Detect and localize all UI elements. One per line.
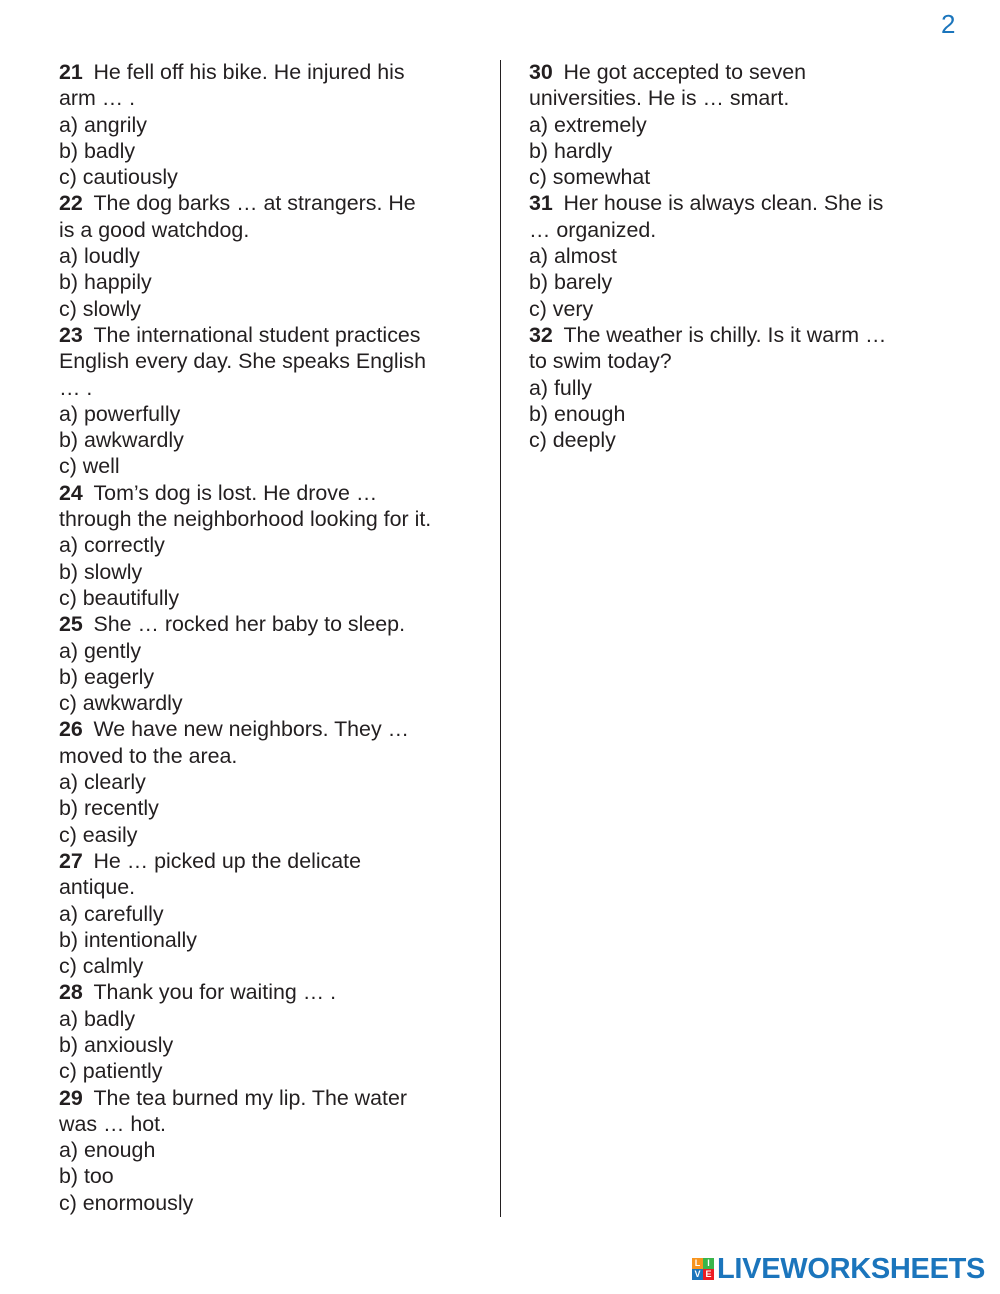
logo-badge-letter: V: [692, 1269, 703, 1280]
page-number: 2: [941, 9, 956, 39]
question-text: to swim today?: [529, 349, 672, 374]
answer-option[interactable]: c) enormously: [59, 1190, 194, 1215]
answer-option[interactable]: b) barely: [529, 270, 613, 295]
question-text: is a good watchdog.: [59, 217, 250, 242]
question-block: [59, 611, 479, 716]
question-number: 25: [59, 612, 83, 637]
question-text: through the neighborhood looking for it.: [59, 507, 432, 532]
question-text-line: [529, 59, 949, 85]
answer-option[interactable]: b) recently: [59, 796, 159, 821]
question-text: He … picked up the delicate: [93, 848, 362, 873]
liveworksheets-logo[interactable]: [692, 1253, 985, 1285]
answer-option[interactable]: c) slowly: [59, 296, 142, 321]
question-text: He fell off his bike. He injured his: [93, 60, 405, 84]
answer-option[interactable]: b) badly: [59, 138, 136, 163]
question-text-line: [59, 348, 479, 374]
answer-option[interactable]: c) very: [529, 296, 594, 321]
answer-option[interactable]: b) slowly: [59, 559, 143, 584]
answer-option[interactable]: a) extremely: [529, 112, 647, 137]
question-text: … .: [59, 375, 93, 400]
question-block: [529, 190, 949, 321]
answer-option[interactable]: b) too: [59, 1164, 114, 1189]
question-text-line: [59, 848, 479, 874]
question-text-line: [59, 874, 479, 900]
question-number: 21: [59, 60, 83, 84]
answer-option[interactable]: a) carefully: [59, 901, 164, 926]
answer-option[interactable]: a) angrily: [59, 112, 147, 137]
question-block: [59, 322, 479, 480]
question-block: [59, 716, 479, 847]
question-text: moved to the area.: [59, 743, 238, 768]
question-number: 29: [59, 1085, 83, 1110]
answer-option[interactable]: c) calmly: [59, 954, 144, 979]
question-block: [59, 1085, 479, 1216]
question-number: 28: [59, 980, 83, 1005]
answer-option[interactable]: a) powerfully: [59, 401, 181, 426]
question-number: 31: [529, 191, 553, 216]
answer-option[interactable]: c) awkwardly: [59, 691, 183, 716]
answer-option[interactable]: b) anxiously: [59, 1032, 174, 1057]
question-text-line: [529, 190, 949, 216]
question-text-line: [59, 59, 479, 85]
question-text-line: [59, 716, 479, 742]
answer-option[interactable]: b) eagerly: [59, 664, 155, 689]
right-column: [529, 59, 949, 453]
question-text: Thank you for waiting … .: [93, 980, 337, 1005]
question-number: 26: [59, 717, 83, 742]
question-text: She … rocked her baby to sleep.: [93, 612, 406, 637]
answer-option[interactable]: c) deeply: [529, 428, 616, 453]
question-text-line: [59, 611, 479, 637]
question-number: 24: [59, 480, 83, 505]
question-text: Her house is always clean. She is: [563, 191, 884, 216]
question-text: universities. He is … smart.: [529, 86, 790, 111]
answer-option[interactable]: c) well: [59, 454, 120, 479]
question-text: The international student practices: [93, 322, 421, 347]
question-text-line: [59, 480, 479, 506]
answer-option[interactable]: c) cautiously: [59, 165, 178, 190]
question-text-line: [59, 322, 479, 348]
answer-option[interactable]: c) patiently: [59, 1059, 163, 1084]
answer-option[interactable]: a) fully: [529, 375, 593, 400]
question-block: [529, 59, 949, 190]
question-text-line: [529, 217, 949, 243]
question-text: … organized.: [529, 217, 657, 242]
logo-badge-letter: E: [703, 1269, 714, 1280]
answer-option[interactable]: a) enough: [59, 1138, 156, 1163]
question-block: [59, 190, 479, 321]
question-text: He got accepted to seven: [563, 60, 807, 84]
question-number: 22: [59, 191, 83, 216]
question-text-line: [529, 85, 949, 111]
question-text-line: [59, 979, 479, 1005]
question-text: arm … .: [59, 86, 136, 111]
question-text-line: [59, 743, 479, 769]
left-column: [59, 59, 479, 1216]
answer-option[interactable]: b) intentionally: [59, 927, 197, 952]
question-block: [59, 59, 479, 190]
answer-option[interactable]: a) badly: [59, 1006, 136, 1031]
answer-option[interactable]: b) awkwardly: [59, 428, 184, 453]
column-divider: [500, 60, 501, 1217]
question-text-line: [59, 1111, 479, 1137]
question-block: [529, 322, 949, 453]
answer-option[interactable]: a) clearly: [59, 770, 146, 795]
question-number: 32: [529, 322, 553, 347]
answer-option[interactable]: b) hardly: [529, 138, 613, 163]
answer-option[interactable]: b) happily: [59, 270, 152, 295]
answer-option[interactable]: b) enough: [529, 401, 626, 426]
question-text-line: [59, 1085, 479, 1111]
question-text: was … hot.: [59, 1111, 166, 1136]
logo-badge-letter: I: [703, 1258, 714, 1269]
question-block: [59, 848, 479, 979]
answer-option[interactable]: c) beautifully: [59, 585, 180, 610]
question-text: The dog barks … at strangers. He: [93, 191, 416, 216]
question-block: [59, 979, 479, 1084]
question-text-line: [59, 85, 479, 111]
question-number: 30: [529, 60, 553, 84]
logo-text: LIVEWORKSHEETS: [717, 1253, 986, 1285]
question-block: [59, 480, 479, 611]
answer-option[interactable]: c) somewhat: [529, 165, 651, 190]
logo-badge-letter: L: [692, 1258, 703, 1269]
question-text-line: [529, 348, 949, 374]
question-text: English every day. She speaks English: [59, 349, 427, 374]
question-text-line: [59, 506, 479, 532]
question-text-line: [529, 322, 949, 348]
question-text-line: [59, 217, 479, 243]
logo-badge-icon: [692, 1258, 714, 1280]
answer-option[interactable]: a) almost: [529, 244, 617, 269]
question-text: The tea burned my lip. The water: [93, 1085, 407, 1110]
answer-option[interactable]: c) easily: [59, 822, 138, 847]
question-text-line: [59, 375, 479, 401]
answer-option[interactable]: a) gently: [59, 638, 142, 663]
question-number: 27: [59, 848, 83, 873]
question-text: We have new neighbors. They …: [93, 717, 409, 742]
question-text: antique.: [59, 875, 136, 900]
question-text-line: [59, 190, 479, 216]
answer-option[interactable]: a) correctly: [59, 533, 165, 558]
question-number: 23: [59, 322, 83, 347]
question-text: The weather is chilly. Is it warm …: [563, 322, 887, 347]
question-text: Tom’s dog is lost. He drove …: [93, 480, 378, 505]
answer-option[interactable]: a) loudly: [59, 244, 140, 269]
